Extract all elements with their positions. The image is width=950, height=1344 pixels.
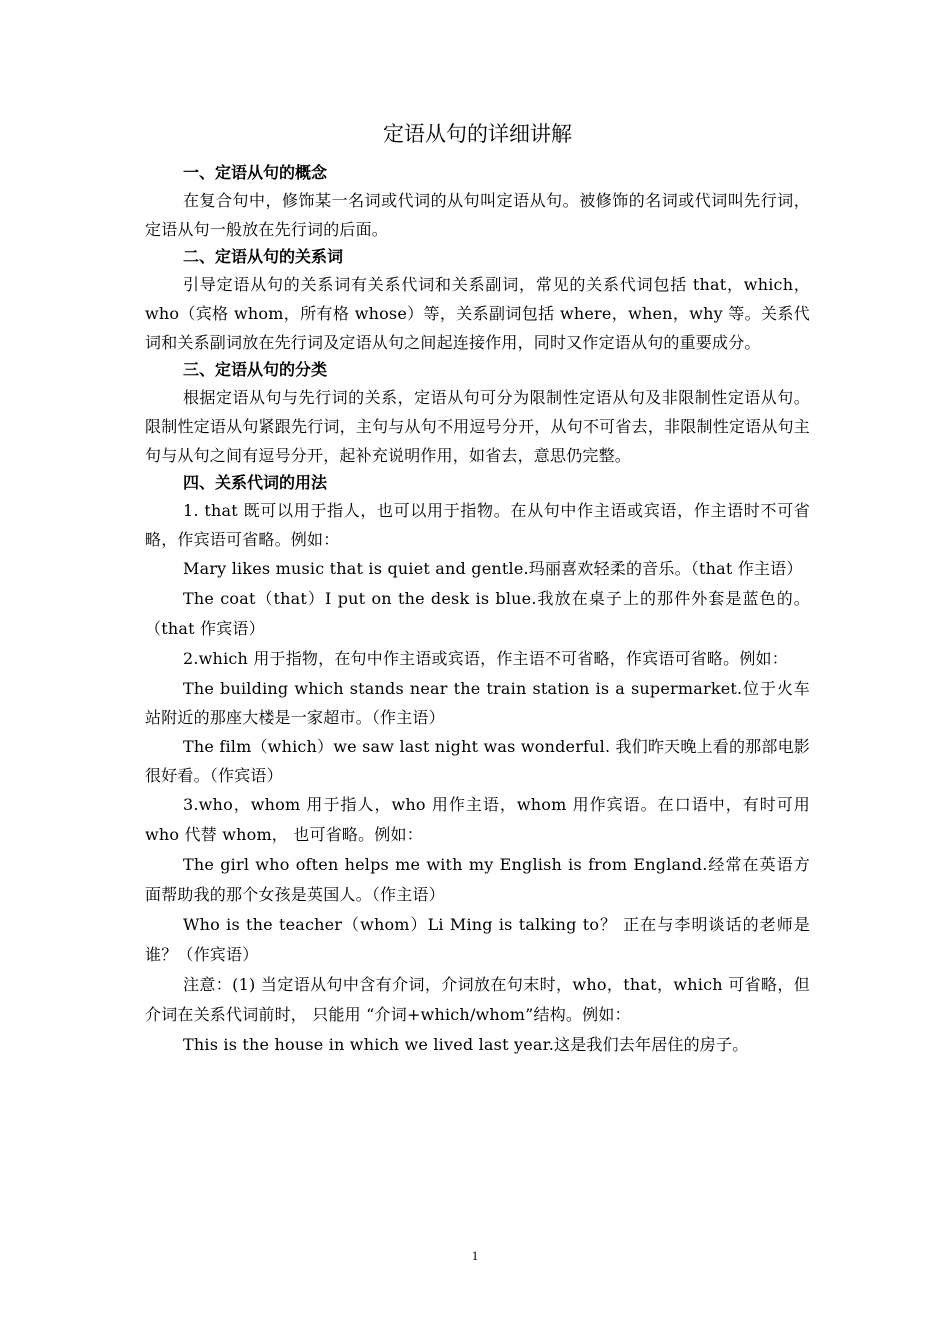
paragraph-classify: 根据定语从句与先行词的关系，定语从句可分为限制性定语从句及非限制性定语从句。限制性定语从句紧跟先行词，主句与从句不用逗号分开，从句不可省去，非限制性定语从句主句与从句之间有逗号分开，起补充说明作用，如省去，意思仍完整。 [145,388,810,465]
example-note: This is the house in which we lived last year.这是我们去年居住的房子。 [183,1035,749,1054]
paragraph-which-rule: 2.which 用于指物，在句中作主语或宾语，作主语不可省略，作宾语可省略。例如： [183,649,788,668]
example-whom-object: Who is the teacher（whom）Li Ming is talking to？ 正在与李明谈话的老师是谁？（作宾语） [145,915,810,964]
paragraph-that-rule: 1. that 既可以用于指人，也可以用于指物。在从句中作主语或宾语，作主语时不可省略，作宾语可省略。例如： [145,501,810,549]
document-page [145,120,810,1060]
example-which-object: The film（which）we saw last night was wonderful. 我们昨天晚上看的那部电影很好看。（作宾语） [145,737,810,785]
example-who-subject: The girl who often helps me with my English is from England.经常在英语方面帮助我的那个女孩是英国人。（作主语） [145,855,810,904]
example-which-subject: The building which stands near the train station is a supermarket.位于火车站附近的那座大楼是一家超市。（作主语） [145,679,810,727]
paragraph-note: 注意：(1) 当定语从句中含有介词，介词放在句末时，who，that，which 可省略，但介词在关系代词前时， 只能用 “介词+which/whom”结构。例如： [145,975,810,1024]
section-heading-classify: 三、定语从句的分类 [183,360,328,379]
paragraph-who-rule: 3.who，whom 用于指人，who 用作主语，whom 用作宾语。在口语中，有时可用 who 代替 whom， 也可省略。例如： [145,795,810,844]
paragraph-relatives: 引导定语从句的关系词有关系代词和关系副词，常见的关系代词包括 that，which，who（宾格 whom，所有格 whose）等，关系副词包括 where，when，why 等。关系代词和关系副词放在先行词及定语从句之间起连接作用，同时又作定语从句的重要成分。 [145,275,810,352]
page-number: 1 [471,1248,479,1263]
example-that-object: The coat（that）I put on the desk is blue.我放在桌子上的那件外套是蓝色的。（that 作宾语） [145,589,810,638]
section-heading-pronouns: 四、关系代词的用法 [183,473,328,492]
paragraph-concept: 在复合句中，修饰某一名词或代词的从句叫定语从句。被修饰的名词或代词叫先行词，定语从句一般放在先行词的后面。 [145,191,810,239]
section-heading-concept: 一、定语从句的概念 [183,163,328,182]
page-title: 定语从句的详细讲解 [383,122,572,146]
example-that-subject: Mary likes music that is quiet and gentle.玛丽喜欢轻柔的音乐。（that 作主语） [183,559,803,578]
section-heading-relatives: 二、定语从句的关系词 [183,247,344,266]
